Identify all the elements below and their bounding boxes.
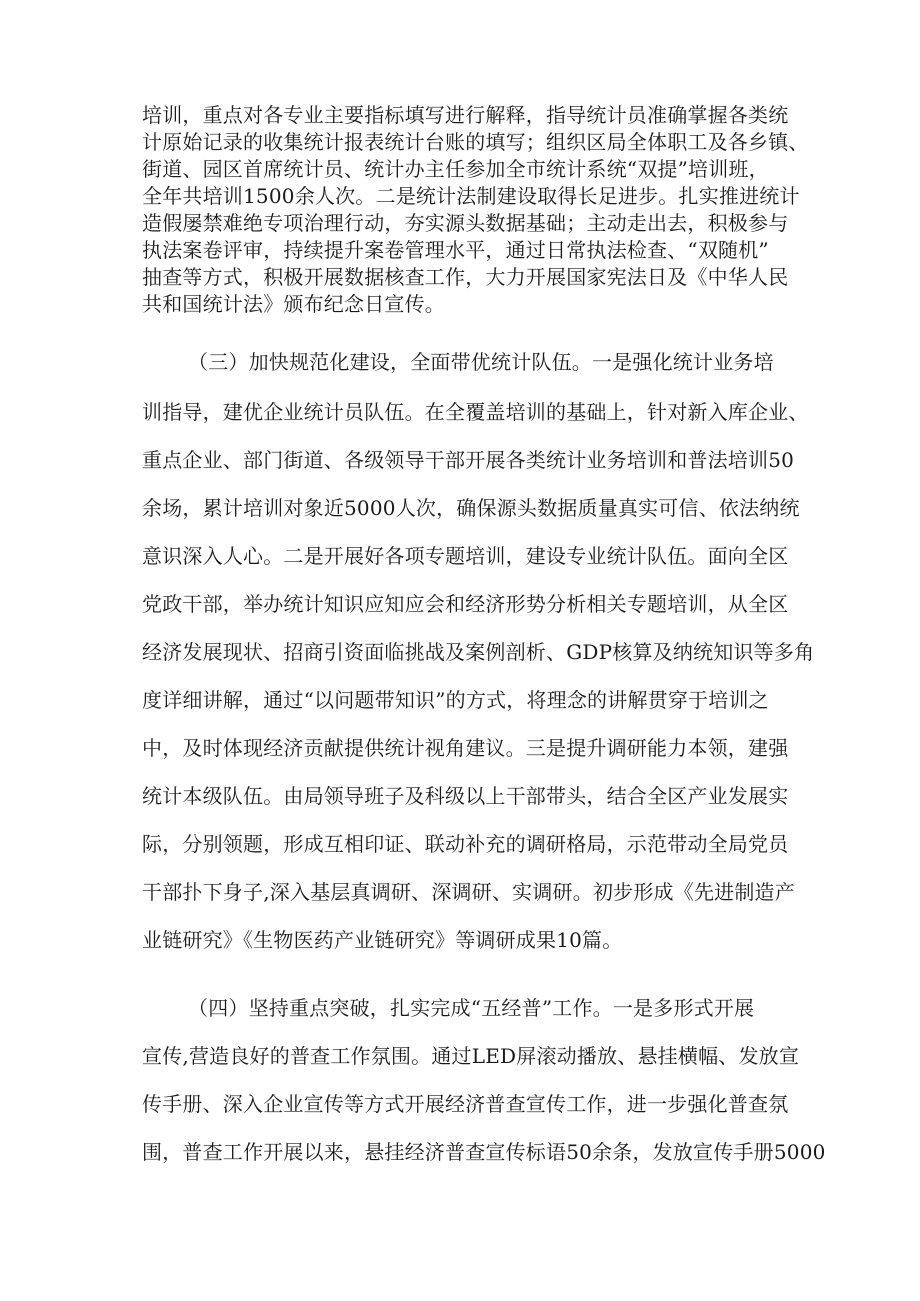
text-line: 经济发展现状、招商引资面临挑战及案例剖析、GDP核算及纳统知识等多角 [142, 640, 815, 664]
text-line: 共和国统计法》颁布纪念日宣传。 [142, 292, 445, 316]
text-line: 计原始记录的收集统计报表统计台账的填写；组织区局全体职工及各乡镇、 [142, 130, 809, 154]
text-line: 传手册、深入企业宣传等方式开展经济普查宣传工作，进一步强化普查氛 [142, 1092, 789, 1116]
text-line: 业链研究》《生物医药产业链研究》等调研成果10篇。 [142, 928, 623, 952]
text-line: 党政干部，举办统计知识应知应会和经济形势分析相关专题培训，从全区 [142, 592, 789, 616]
section-heading-line: （四）坚持重点突破，扎实完成“五经普”工作。一是多形式开展 [188, 996, 755, 1020]
text-line: 干部扑下身子,深入基层真调研、深调研、实调研。初步形成《先进制造产 [142, 880, 795, 904]
text-line: 培训，重点对各专业主要指标填写进行解释，指导统计员准确掌握各类统 [142, 103, 789, 127]
text-line: 重点企业、部门街道、各级领导干部开展各类统计业务培训和普法培训50 [142, 448, 795, 472]
text-line: 抽查等方式，积极开展数据核查工作，大力开展国家宪法日及《中华人民 [142, 265, 789, 289]
text-line: 训指导，建优企业统计员队伍。在全覆盖培训的基础上，针对新入库企业、 [142, 400, 809, 424]
text-line: 际，分别领题，形成互相印证、联动补充的调研格局，示范带动全局党员 [142, 832, 789, 856]
section-heading-line: （三）加快规范化建设，全面带优统计队伍。一是强化统计业务培 [188, 350, 774, 374]
text-line: 中，及时体现经济贡献提供统计视角建议。三是提升调研能力本领，建强 [142, 736, 789, 760]
text-line: 宣传,营造良好的普查工作氛围。通过LED屏滚动播放、悬挂横幅、发放宣 [142, 1044, 800, 1068]
text-line: 全年共培训1500余人次。二是统计法制建设取得长足进步。扎实推进统计 [142, 184, 800, 208]
text-line: 度详细讲解，通过“以问题带知识”的方式，将理念的讲解贯穿于培训之 [142, 688, 769, 712]
text-line: 执法案卷评审，持续提升案卷管理水平，通过日常执法检查、“双随机” [142, 238, 769, 262]
text-line: 围，普查工作开展以来，悬挂经济普查宣传标语50余条，发放宣传手册5000 [142, 1140, 826, 1164]
text-line: 街道、园区首席统计员、统计办主任参加全市统计系统“双提”培训班， [142, 157, 769, 181]
text-line: 余场，累计培训对象近5000人次，确保源头数据质量真实可信、依法纳统 [142, 496, 800, 520]
text-line: 统计本级队伍。由局领导班子及科级以上干部带头，结合全区产业发展实 [142, 784, 789, 808]
text-line: 造假屡禁难绝专项治理行动，夯实源头数据基础；主动走出去，积极参与 [142, 211, 789, 235]
text-line: 意识深入人心。二是开展好各项专题培训，建设专业统计队伍。面向全区 [142, 544, 789, 568]
